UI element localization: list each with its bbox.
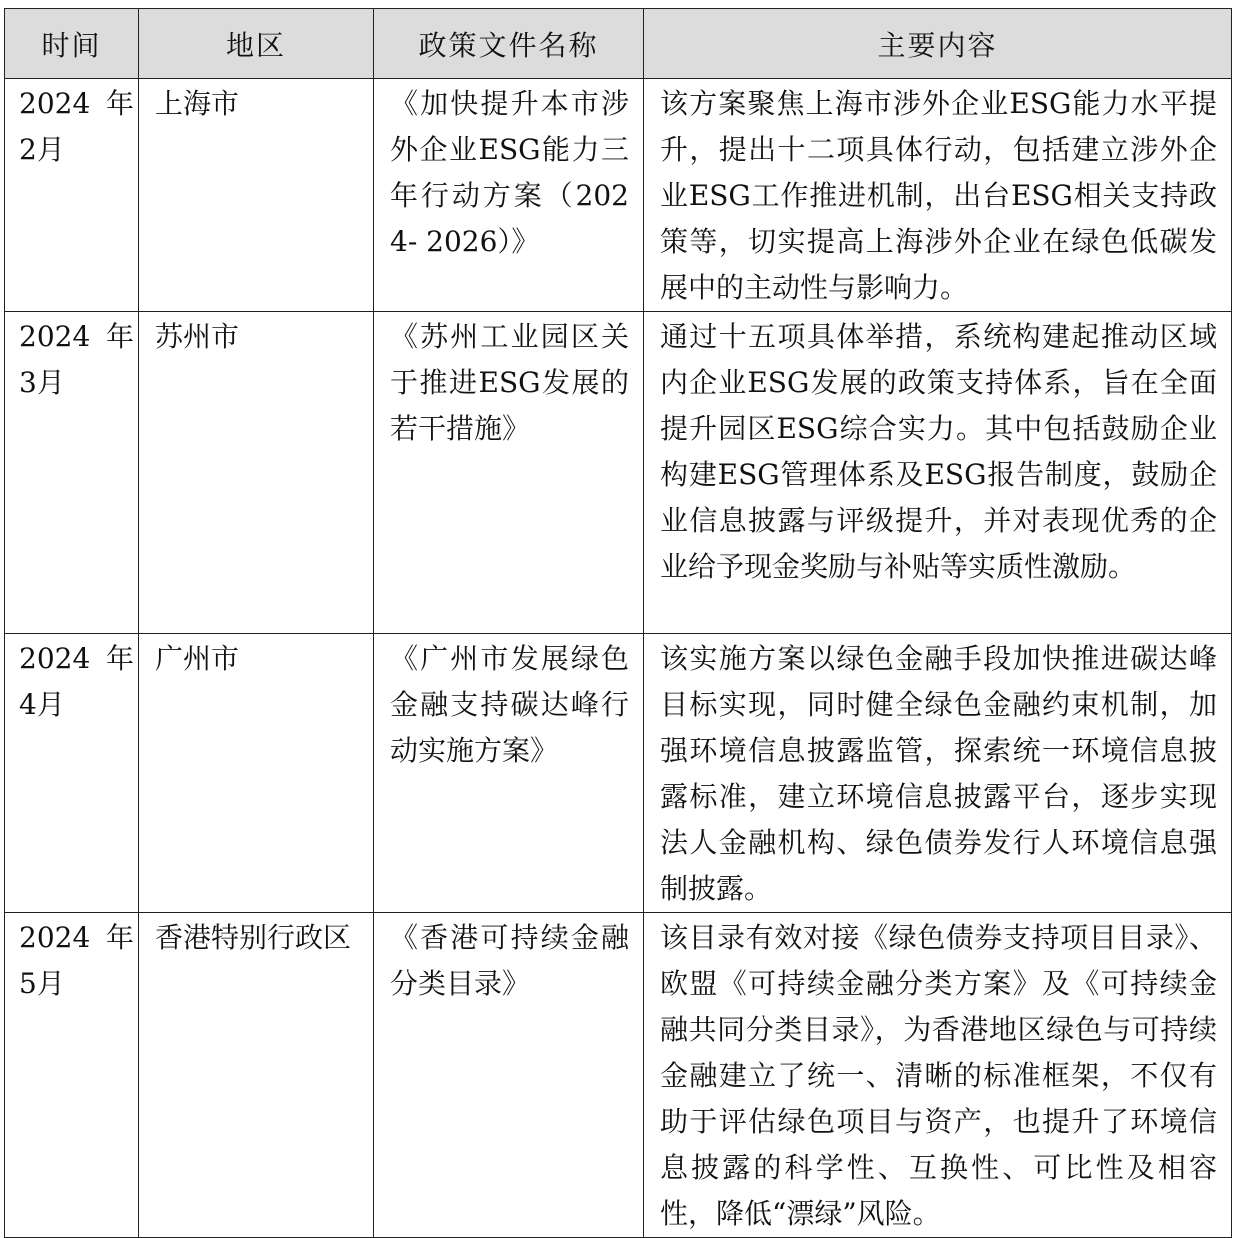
policy-table xyxy=(4,8,1232,1238)
cell-document: 《香港可持续金融分类目录》 xyxy=(374,913,644,1238)
table-row xyxy=(5,634,1232,913)
cell-document: 《广州市发展绿色金融支持碳达峰行动实施方案》 xyxy=(374,634,644,913)
cell-region: 香港特别行政区 xyxy=(139,913,374,1238)
cell-region: 上海市 xyxy=(139,79,374,312)
cell-content: 该目录有效对接《绿色债券支持项目目录》、欧盟《可持续金融分类方案》及《可持续金融共同分类目录》，为香港地区绿色与可持续金融建立了统一、清晰的标准框架，不仅有助于评估绿色项目与资产，也提升了环境信息披露的科学性、互换性、可比性及相容性，降低“漂绿”风险。 xyxy=(644,913,1232,1238)
cell-content: 该实施方案以绿色金融手段加快推进碳达峰目标实现，同时健全绿色金融约束机制，加强环境信息披露监管，探索统一环境信息披露标准，建立环境信息披露平台，逐步实现法人金融机构、绿色债券发行人环境信息强制披露。 xyxy=(644,634,1232,913)
table-row xyxy=(5,913,1232,1238)
cell-content: 通过十五项具体举措，系统构建起推动区域内企业ESG发展的政策支持体系，旨在全面提升园区ESG综合实力。其中包括鼓励企业构建ESG管理体系及ESG报告制度，鼓励企业信息披露与评级提升，并对表现优秀的企业给予现金奖励与补贴等实质性激励。 xyxy=(644,312,1232,634)
table-row xyxy=(5,312,1232,634)
cell-time: 2024年4月 xyxy=(5,634,139,913)
cell-content: 该方案聚焦上海市涉外企业ESG能力水平提升，提出十二项具体行动，包括建立涉外企业ESG工作推进机制，出台ESG相关支持政策等，切实提高上海涉外企业在绿色低碳发展中的主动性与影响力。 xyxy=(644,79,1232,312)
header-content: 主要内容 xyxy=(644,9,1232,79)
table-row xyxy=(5,79,1232,312)
cell-document: 《加快提升本市涉外企业ESG能力三年行动方案（2024- 2026）》 xyxy=(374,79,644,312)
cell-time: 2024年5月 xyxy=(5,913,139,1238)
header-time: 时间 xyxy=(5,9,139,79)
header-region: 地区 xyxy=(139,9,374,79)
cell-time: 2024年3月 xyxy=(5,312,139,634)
cell-document: 《苏州工业园区关于推进ESG发展的若干措施》 xyxy=(374,312,644,634)
header-document: 政策文件名称 xyxy=(374,9,644,79)
cell-region: 苏州市 xyxy=(139,312,374,634)
table-header-row xyxy=(5,9,1232,79)
cell-region: 广州市 xyxy=(139,634,374,913)
cell-time: 2024年2月 xyxy=(5,79,139,312)
